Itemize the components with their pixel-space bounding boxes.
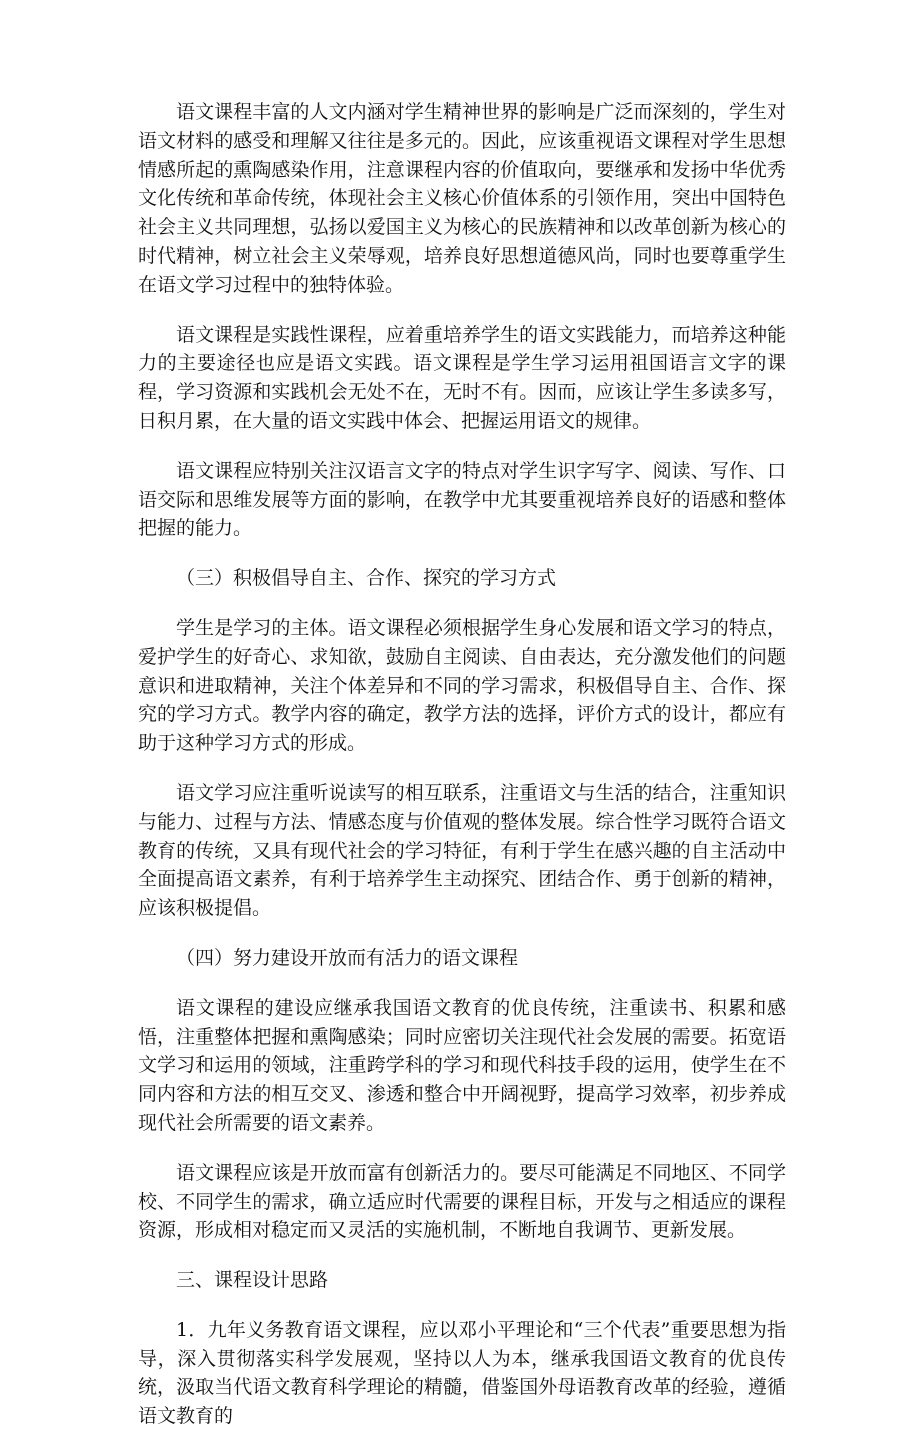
paragraph-chinese-characters: 语文课程应特别关注汉语言文字的特点对学生识字写字、阅读、写作、口语交际和思维发展等方面的影响，在教学中尤其要重视培养良好的语感和整体把握的能力。 — [138, 459, 786, 540]
paragraph-design-point-1: 1．九年义务教育语文课程，应以邓小平理论和“三个代表”重要思想为指导，深入贯彻落实科学发展观，坚持以人为本，继承我国语文教育的优良传统，汲取当代语文教育科学理论的精髓，借鉴国外母语教育改革的经验，遵循语文教育的 — [138, 1318, 786, 1428]
section-heading-design-ideas: 三、课程设计思路 — [176, 1269, 329, 1292]
section-heading-learning-methods: （三）积极倡导自主、合作、探究的学习方式 — [176, 567, 557, 590]
paragraph-open-innovative: 语文课程应该是开放而富有创新活力的。要尽可能满足不同地区、不同学校、不同学生的需求，确立适应时代需要的课程目标，开发与之相适应的课程资源，形成相对稳定而又灵活的实施机制，不断地自我调节、更新发展。 — [138, 1161, 786, 1242]
document-body — [138, 98, 786, 1452]
paragraph-student-subject: 学生是学习的主体。语文课程必须根据学生身心发展和语文学习的特点，爱护学生的好奇心、求知欲，鼓励自主阅读、自由表达，充分激发他们的问题意识和进取精神，关注个体差异和不同的学习需求，积极倡导自主、合作、探究的学习方式。教学内容的确定，教学方法的选择，评价方式的设计，都应有助于这种学习方式的形成。 — [138, 616, 786, 755]
paragraph-curriculum-construction: 语文课程的建设应继承我国语文教育的优良传统，注重读书、积累和感悟，注重整体把握和熏陶感染；同时应密切关注现代社会发展的需要。拓宽语文学习和运用的领域，注重跨学科的学习和现代科技手段的运用，使学生在不同内容和方法的相互交叉、渗透和整合中开阔视野，提高学习效率，初步养成现代社会所需要的语文素养。 — [138, 996, 786, 1134]
paragraph-practice-course: 语文课程是实践性课程，应着重培养学生的语文实践能力，而培养这种能力的主要途径也应是语文实践。语文课程是学生学习运用祖国语言文字的课程，学习资源和实践机会无处不在，无时不有。因而，应该让学生多读多写，日积月累，在大量的语文实践中体会、把握运用语文的规律。 — [138, 323, 786, 432]
paragraph-humanistic-content: 语文课程丰富的人文内涵对学生精神世界的影响是广泛而深刻的，学生对语文材料的感受和理解又往往是多元的。因此，应该重视语文课程对学生思想情感所起的熏陶感染作用，注意课程内容的价值取向，要继承和发扬中华优秀文化传统和革命传统，体现社会主义核心价值体系的引领作用，突出中国特色社会主义共同理想，弘扬以爱国主义为核心的民族精神和以改革创新为核心的时代精神，树立社会主义荣辱观，培养良好思想道德风尚，同时也要尊重学生在语文学习过程中的独特体验。 — [138, 101, 786, 296]
section-heading-open-curriculum: （四）努力建设开放而有活力的语文课程 — [176, 946, 519, 969]
paragraph-integrated-learning: 语文学习应注重听说读写的相互联系，注重语文与生活的结合，注重知识与能力、过程与方法、情感态度与价值观的整体发展。综合性学习既符合语文教育的传统，又具有现代社会的学习特征，有利于学生在感兴趣的自主活动中全面提高语文素养，有利于培养学生主动探究、团结合作、勇于创新的精神，应该积极提倡。 — [138, 781, 786, 920]
